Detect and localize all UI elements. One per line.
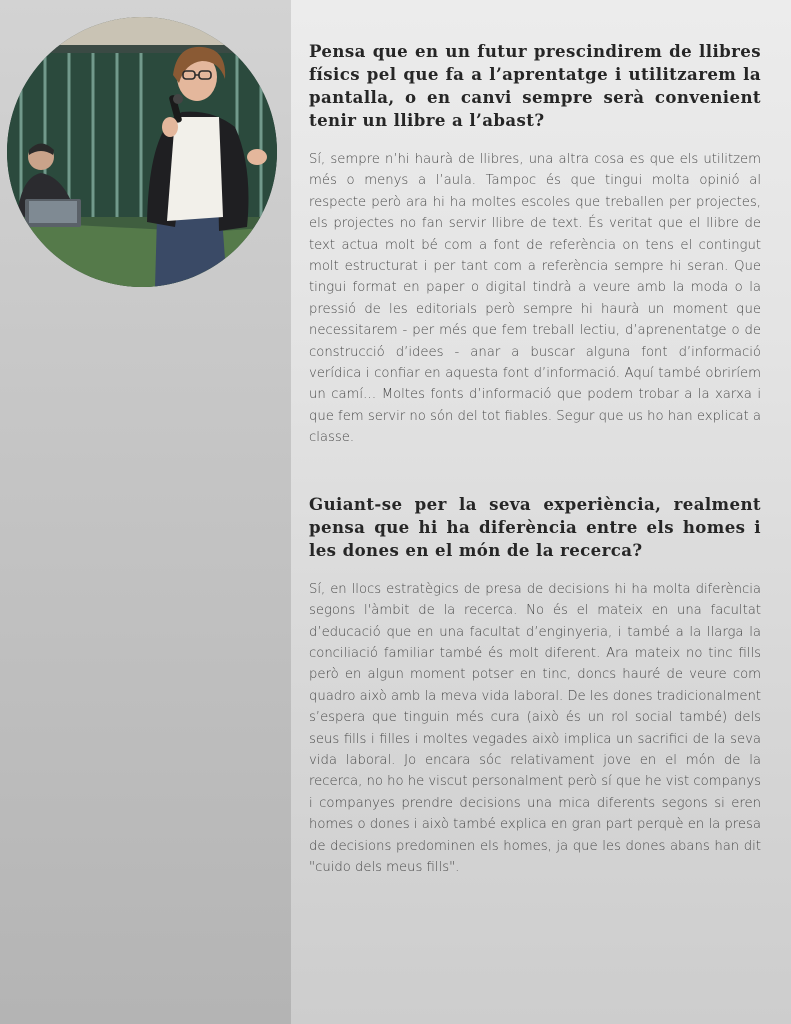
interview-content [309,40,761,878]
speaker-photo [7,17,277,287]
answer-paragraph: Sí, en llocs estratègics de presa de decisions hi ha molta diferència segons l'àmbit de la recerca. No és el mateix en una facultat d’educació que en una facultat d’enginyeria, i també a la llarga la conciliació familiar també és molt diferent. Ara mateix no tinc fills però en algun moment potser en tinc, doncs hauré de veure com quadro això amb la meva vida laboral. De les dones tradicionalment s’espera que tinguin més cura (això és un rol social també) dels seus fills i filles i moltes vegades això implica un sacrifici de la seva vida laboral. Jo encara sóc relativament jove en el món de la recerca, no ho he viscut personalment però sí que he vist companys i companyes prendre decisions una mica diferents segons si eren homes o dones i això també explica en gran part perquè en la presa de decisions predominen els homes, ja que les dones abans han dit "cuido dels meus fills". [309,581,761,875]
question-heading: Pensa que en un futur prescindirem de llibres físics pel que fa a l’aprentatge i utilitzarem la pantalla, o en canvi sempre serà convenient tenir un llibre a l’abast? [309,41,761,130]
qa-block-1 [309,40,761,449]
question-heading: Guiant-se per la seva experiència, realment pensa que hi ha diferència entre els homes i les dones en el món de la recerca? [309,493,761,560]
answer-paragraph: Sí, sempre n’hi haurà de llibres, una altra cosa es que els utilitzem més o menys a l’aula. Tampoc és que tingui molta opinió al respecte però ara hi ha moltes escoles que treballen per projectes, els projectes no fan servir llibre de text. És veritat que el llibre de text actua molt bé com a font de referència on tens el contingut molt estructurat i per tant com a referència sempre hi seran. Que tingui format en paper o digital tindrà a veure amb la moda o la pressió de les editorials però sempre hi haurà un moment que necessitarem - per més que fem treball lectiu, d’aprenentatge o de construcció d’idees - anar a buscar alguna font d’informació verídica i confiar en aquesta font d’informació. Aquí també obriríem un camí… Moltes fonts d’informació que podem trobar a la xarxa i que fem servir no són del tot fiables. Segur que us ho han explicat a classe. [309,152,761,446]
qa-block-2 [309,493,761,879]
